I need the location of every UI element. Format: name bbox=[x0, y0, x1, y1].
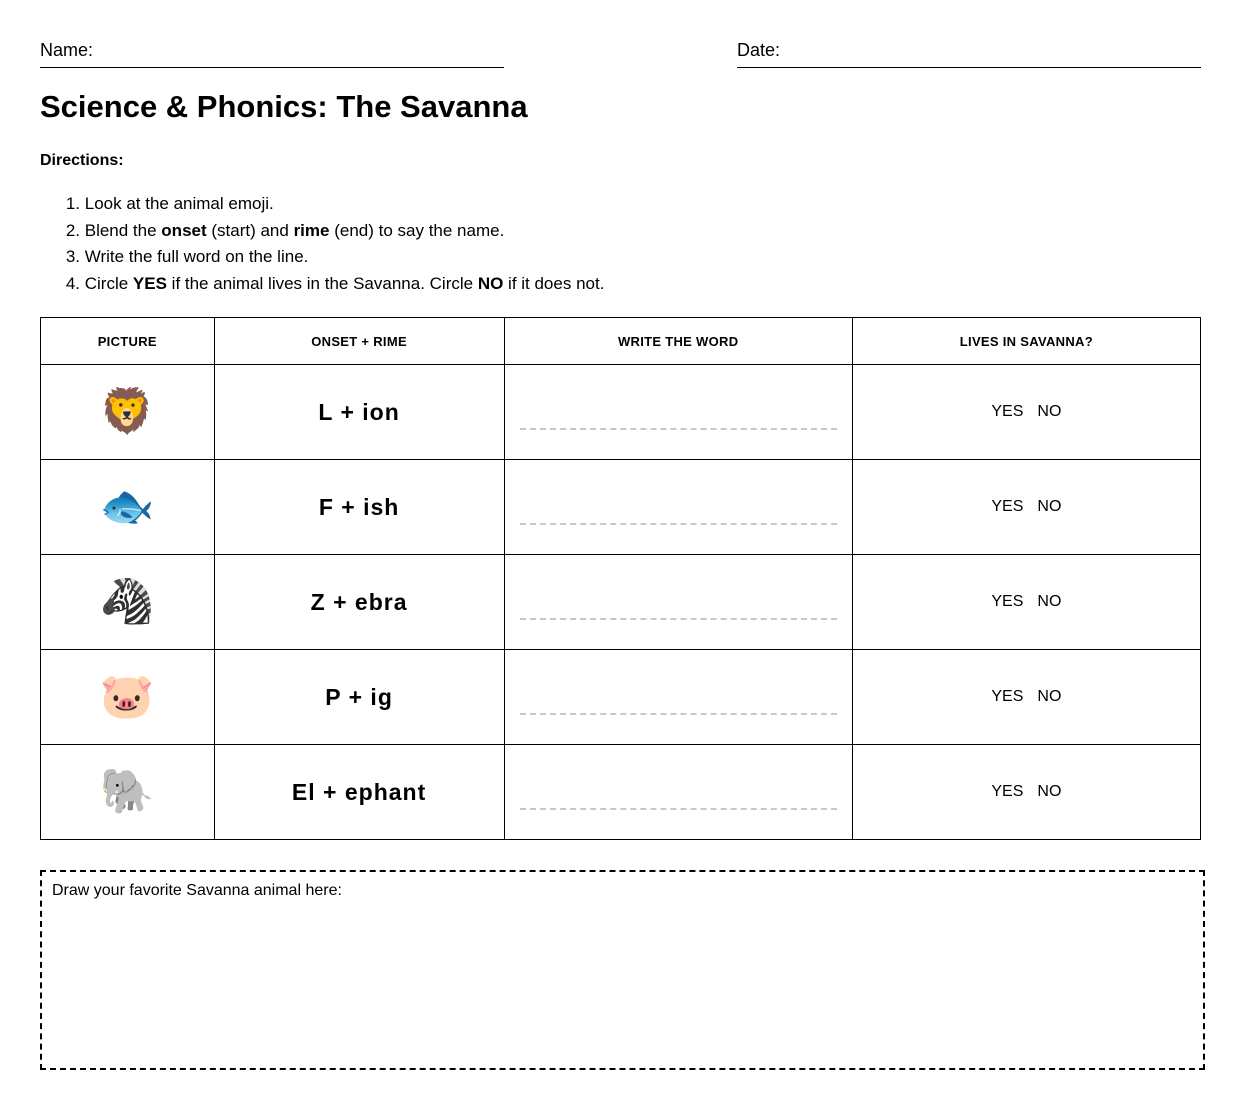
no-option[interactable]: NO bbox=[1037, 403, 1062, 420]
yes-option[interactable]: YES bbox=[991, 688, 1024, 705]
no-option[interactable]: NO bbox=[1037, 783, 1062, 800]
directions-label: Directions: bbox=[40, 152, 124, 169]
table-row bbox=[41, 745, 1201, 840]
page-title: Science & Phonics: The Savanna bbox=[40, 89, 528, 124]
worksheet-table bbox=[40, 317, 1201, 840]
onset-rime-cell: F + ish bbox=[214, 460, 504, 555]
name-label: Name: bbox=[40, 40, 94, 60]
write-word-cell[interactable] bbox=[504, 365, 852, 460]
picture-cell bbox=[41, 460, 215, 555]
header-write-word: WRITE THE WORD bbox=[504, 318, 852, 365]
picture-cell bbox=[41, 745, 215, 840]
write-word-cell[interactable] bbox=[504, 650, 852, 745]
savanna-answer-cell bbox=[852, 460, 1200, 555]
table-row bbox=[41, 650, 1201, 745]
table-row bbox=[41, 555, 1201, 650]
name-field[interactable] bbox=[40, 38, 504, 68]
yes-option[interactable]: YES bbox=[991, 593, 1024, 610]
direction-step: 4. Circle YES if the animal lives in the Savanna. Circle NO if it does not. bbox=[65, 273, 605, 293]
savanna-answer-cell bbox=[852, 365, 1200, 460]
pig-icon: 🐷 bbox=[99, 672, 155, 721]
onset-rime-cell: L + ion bbox=[214, 365, 504, 460]
bold-term-no: NO bbox=[477, 273, 504, 293]
bold-term-rime: rime bbox=[293, 220, 330, 240]
directions-list bbox=[40, 192, 604, 298]
fish-icon: 🐟 bbox=[99, 482, 155, 531]
table-row bbox=[41, 365, 1201, 460]
yes-option[interactable]: YES bbox=[991, 498, 1024, 515]
lion-icon: 🦁 bbox=[99, 387, 155, 436]
savanna-answer-cell bbox=[852, 555, 1200, 650]
write-line[interactable] bbox=[520, 428, 837, 430]
elephant-icon: 🐘 bbox=[99, 767, 155, 816]
no-option[interactable]: NO bbox=[1037, 498, 1062, 515]
date-field[interactable] bbox=[737, 38, 1201, 68]
savanna-answer-cell bbox=[852, 745, 1200, 840]
drawing-area[interactable] bbox=[40, 870, 1205, 1070]
table-header-row bbox=[41, 318, 1201, 365]
picture-cell bbox=[41, 555, 215, 650]
zebra-icon: 🦓 bbox=[99, 577, 155, 626]
drawing-area-label: Draw your favorite Savanna animal here: bbox=[52, 882, 342, 899]
write-word-cell[interactable] bbox=[504, 555, 852, 650]
write-word-cell[interactable] bbox=[504, 460, 852, 555]
onset-rime-cell: Z + ebra bbox=[214, 555, 504, 650]
write-word-cell[interactable] bbox=[504, 745, 852, 840]
onset-rime-cell: P + ig bbox=[214, 650, 504, 745]
picture-cell bbox=[41, 365, 215, 460]
direction-step: 1. Look at the animal emoji. bbox=[65, 194, 274, 213]
direction-step: 2. Blend the onset (start) and rime (end) to say the name. bbox=[65, 220, 505, 240]
write-line[interactable] bbox=[520, 808, 837, 810]
onset-rime-cell: El + ephant bbox=[214, 745, 504, 840]
picture-cell bbox=[41, 650, 215, 745]
no-option[interactable]: NO bbox=[1037, 688, 1062, 705]
no-option[interactable]: NO bbox=[1037, 593, 1062, 610]
write-line[interactable] bbox=[520, 713, 837, 715]
savanna-answer-cell bbox=[852, 650, 1200, 745]
yes-option[interactable]: YES bbox=[991, 403, 1024, 420]
write-line[interactable] bbox=[520, 523, 837, 525]
header-picture: PICTURE bbox=[41, 318, 215, 365]
bold-term-onset: onset bbox=[161, 220, 207, 240]
date-label: Date: bbox=[737, 40, 781, 60]
header-fields bbox=[40, 38, 1201, 68]
table-row bbox=[41, 460, 1201, 555]
header-lives-in-savanna: LIVES IN SAVANNA? bbox=[852, 318, 1200, 365]
yes-option[interactable]: YES bbox=[991, 783, 1024, 800]
write-line[interactable] bbox=[520, 618, 837, 620]
header-onset-rime: ONSET + RIME bbox=[214, 318, 504, 365]
direction-step: 3. Write the full word on the line. bbox=[65, 247, 309, 266]
bold-term-yes: YES bbox=[132, 273, 167, 293]
